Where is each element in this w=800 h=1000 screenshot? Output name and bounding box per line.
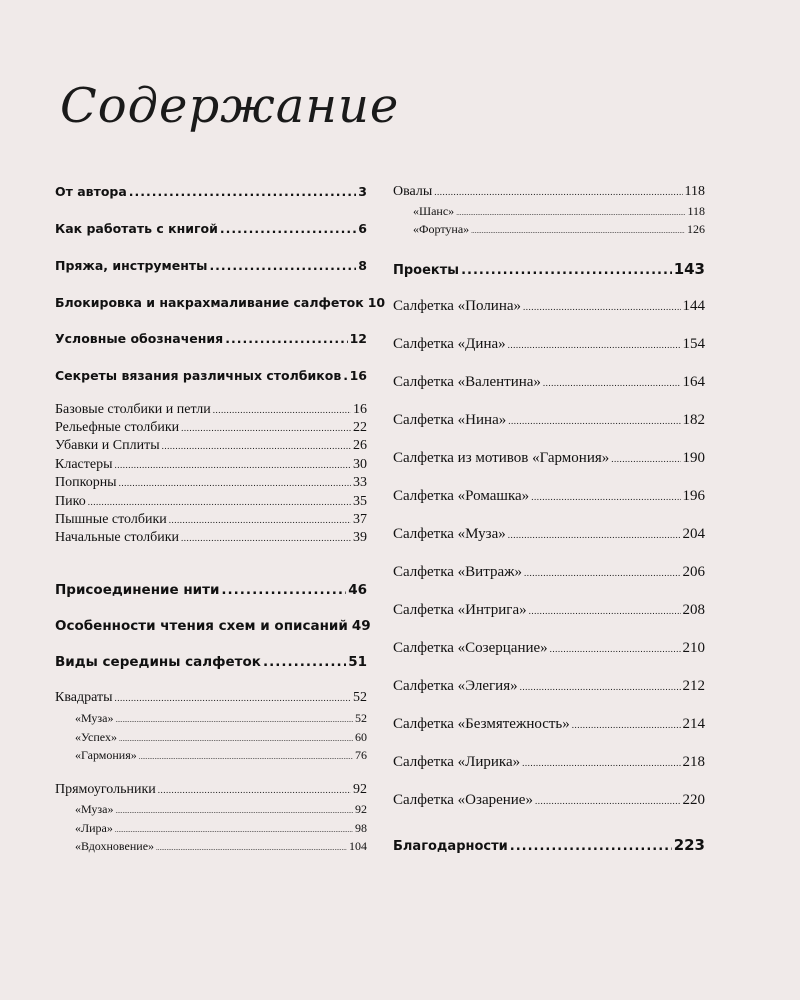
toc-entry-title: От автора <box>55 184 127 199</box>
toc-entry[interactable] <box>393 640 705 657</box>
toc-entry-page: 118 <box>684 184 705 199</box>
toc-entry-title: Салфетка «Элегия» <box>393 678 518 694</box>
dot-leader <box>220 221 356 236</box>
dot-leader <box>221 582 346 598</box>
toc-entry-title: «Гармония» <box>75 748 137 762</box>
toc-entry-page: 220 <box>682 792 705 808</box>
toc-entry[interactable] <box>75 821 367 836</box>
toc-entry[interactable] <box>393 412 705 429</box>
dot-leader <box>531 492 680 502</box>
toc-entry[interactable] <box>55 402 367 418</box>
toc-entry[interactable] <box>55 438 367 454</box>
toc-entry[interactable] <box>55 475 367 491</box>
toc-entry-page: 154 <box>682 336 705 352</box>
toc-entry-title: Салфетка из мотивов «Гармония» <box>393 450 610 466</box>
toc-entry[interactable] <box>393 184 705 200</box>
toc-entry-page: 8 <box>358 258 367 273</box>
toc-entry-title: Салфетка «Озарение» <box>393 792 533 808</box>
toc-entry-title: Прямоугольники <box>55 782 156 797</box>
toc-entry-title: Благодарности <box>393 839 508 854</box>
dot-leader <box>158 785 351 795</box>
dot-leader <box>181 533 351 543</box>
toc-entry-page: 51 <box>348 654 367 670</box>
toc-entry-page: 144 <box>682 298 705 314</box>
toc-entry-page: 46 <box>348 582 367 598</box>
dot-leader <box>471 227 685 235</box>
toc-entry-page: 22 <box>353 420 367 435</box>
toc-entry-page: 214 <box>682 716 705 732</box>
dot-leader <box>169 515 351 525</box>
toc-entry-page: 92 <box>355 802 367 816</box>
dot-leader <box>114 693 351 703</box>
dot-leader <box>156 844 347 852</box>
toc-entry-page: 208 <box>682 602 705 618</box>
toc-entry-title: Салфетка «Полина» <box>393 298 522 314</box>
toc-entry-page: 52 <box>353 690 367 705</box>
dot-leader <box>510 839 672 854</box>
toc-entry-title: Как работать с книгой <box>55 221 218 236</box>
dot-leader <box>522 758 680 768</box>
toc-entry-page: 12 <box>349 331 367 346</box>
dot-leader <box>543 378 681 388</box>
toc-entry-title: «Лира» <box>75 821 113 835</box>
toc-entry-title: Салфетка «Ромашка» <box>393 488 530 504</box>
toc-entry-title: Секреты вязания различных столбиков <box>55 368 342 383</box>
toc-entry-title: Попкорны <box>55 475 117 490</box>
toc-entry-title: Салфетка «Дина» <box>393 336 506 352</box>
dot-leader <box>611 454 680 464</box>
toc-entry-page: 39 <box>353 530 367 545</box>
toc-entry-page: 52 <box>355 711 367 725</box>
toc-entry-title: Пышные столбики <box>55 512 167 527</box>
toc-entry[interactable] <box>75 802 367 817</box>
toc-entry[interactable] <box>55 690 367 706</box>
toc-entry-page: 190 <box>682 450 705 466</box>
toc-entry-page: 118 <box>687 204 705 218</box>
toc-entry-title: Блокировка и накрахмаливание салфеток <box>55 295 364 310</box>
dot-leader <box>572 720 681 730</box>
toc-entry-page: 37 <box>353 512 367 527</box>
dot-leader <box>115 807 353 815</box>
toc-entry-title: Салфетка «Нина» <box>393 412 507 428</box>
toc-entry[interactable] <box>55 457 367 473</box>
toc-entry-page: 204 <box>682 526 705 542</box>
dot-leader <box>225 331 347 346</box>
dot-leader <box>520 682 681 692</box>
dot-leader <box>343 368 347 383</box>
toc-entry[interactable] <box>55 331 367 346</box>
toc-entry[interactable] <box>55 782 367 798</box>
dot-leader <box>508 530 681 540</box>
toc-entry[interactable] <box>55 258 367 273</box>
toc-entry-page: 206 <box>682 564 705 580</box>
toc-entry-page: 218 <box>682 754 705 770</box>
dot-leader <box>535 796 681 806</box>
toc-entry-title: Начальные столбики <box>55 530 179 545</box>
toc-entry-title: Овалы <box>393 184 433 199</box>
dot-leader <box>213 405 351 415</box>
toc-entry[interactable] <box>55 654 367 670</box>
toc-entry[interactable] <box>393 678 705 695</box>
toc-entry-title: Условные обозначения <box>55 331 224 346</box>
toc-entry-title: Салфетка «Безмятежность» <box>393 716 570 732</box>
toc-entry-page: 16 <box>349 368 367 383</box>
dot-leader <box>115 826 353 834</box>
toc-entry[interactable] <box>55 420 367 436</box>
toc-entry-title: Особенности чтения схем и описаний <box>55 618 348 634</box>
toc-entry-page: 210 <box>682 640 705 656</box>
toc-entry-title: «Фортуна» <box>413 222 470 236</box>
dot-leader <box>209 258 356 273</box>
toc-entry-title: Салфетка «Лирика» <box>393 754 521 770</box>
toc-entry-title: «Муза» <box>75 802 114 816</box>
toc-entry-title: Салфетка «Интрига» <box>393 602 527 618</box>
dot-leader <box>181 423 351 433</box>
toc-entry[interactable] <box>75 730 367 745</box>
toc-entry[interactable] <box>55 618 371 634</box>
toc-entry[interactable] <box>75 748 367 763</box>
toc-entry-title: Пряжа, инструменты <box>55 258 208 273</box>
toc-entry-title: Проекты <box>393 263 460 278</box>
toc-entry[interactable] <box>55 184 367 199</box>
dot-leader <box>529 606 681 616</box>
toc-entry[interactable] <box>75 711 367 726</box>
toc-entry-title: «Шанс» <box>413 204 455 218</box>
dot-leader <box>129 184 357 199</box>
toc-entry-page: 60 <box>355 730 367 744</box>
toc-entry-page: 143 <box>673 260 705 278</box>
toc-entry[interactable] <box>393 792 705 809</box>
toc-entry-title: Салфетка «Созерцание» <box>393 640 548 656</box>
dot-leader <box>162 441 351 451</box>
toc-entry-page: 76 <box>355 748 367 762</box>
toc-entry-title: Базовые столбики и петли <box>55 402 211 417</box>
toc-entry-title: «Успех» <box>75 730 117 744</box>
dot-leader <box>456 209 685 217</box>
toc-entry-page: 196 <box>682 488 705 504</box>
toc-entry[interactable] <box>393 488 705 505</box>
toc-entry-title: Салфетка «Витраж» <box>393 564 522 580</box>
toc-entry[interactable] <box>393 754 705 771</box>
toc-entry-page: 164 <box>682 374 705 390</box>
toc-entry[interactable] <box>393 374 705 391</box>
toc-entry[interactable] <box>55 368 367 383</box>
toc-entry[interactable] <box>413 204 705 219</box>
dot-leader <box>115 460 352 470</box>
toc-entry-page: 3 <box>358 184 367 199</box>
toc-entry-page: 26 <box>353 438 367 453</box>
toc-entry[interactable] <box>55 582 367 598</box>
toc-entry-title: Виды середины салфеток <box>55 654 261 670</box>
toc-entry-page: 6 <box>358 221 367 236</box>
toc-entry[interactable] <box>393 336 705 353</box>
toc-entry-page: 104 <box>349 839 367 853</box>
toc-entry[interactable] <box>393 260 705 278</box>
toc-entry-title: Квадраты <box>55 690 113 705</box>
toc-entry-title: Убавки и Сплиты <box>55 438 160 453</box>
toc-entry[interactable] <box>55 512 367 528</box>
toc-entry[interactable] <box>393 836 705 854</box>
dot-leader <box>461 263 672 278</box>
dot-leader <box>119 478 351 488</box>
toc-entry[interactable] <box>55 530 367 546</box>
toc-entry-page: 30 <box>353 457 367 472</box>
toc-entry-page: 49 <box>351 618 371 634</box>
dot-leader <box>508 340 681 350</box>
toc-entry-page: 212 <box>682 678 705 694</box>
dot-leader <box>139 753 353 761</box>
toc-entry-page: 92 <box>353 782 367 797</box>
toc-entry-title: Рельефные столбики <box>55 420 180 435</box>
toc-entry-page: 98 <box>355 821 367 835</box>
toc-entry-title: «Муза» <box>75 711 114 725</box>
dot-leader <box>119 735 353 743</box>
toc-entry-page: 33 <box>353 475 367 490</box>
toc-entry[interactable] <box>393 602 705 619</box>
toc-entry-page: 35 <box>353 494 367 509</box>
toc-entry-title: Пико <box>55 494 86 509</box>
dot-leader <box>523 302 680 312</box>
toc-entry-page: 16 <box>353 402 367 417</box>
toc-entry-page: 10 <box>367 295 386 310</box>
page-title: Содержание <box>60 78 400 134</box>
dot-leader <box>508 416 680 426</box>
toc-entry-page: 126 <box>687 222 705 236</box>
toc-entry-title: Кластеры <box>55 457 113 472</box>
toc-entry-title: Присоединение нити <box>55 582 220 598</box>
toc-entry[interactable] <box>75 839 367 854</box>
dot-leader <box>263 654 346 670</box>
toc-entry[interactable] <box>55 295 386 310</box>
toc-entry-title: Салфетка «Валентина» <box>393 374 541 390</box>
toc-entry[interactable] <box>393 298 705 315</box>
toc-entry-title: Салфетка «Муза» <box>393 526 506 542</box>
toc-entry[interactable] <box>393 564 705 581</box>
toc-entry-page: 223 <box>673 836 705 854</box>
dot-leader <box>524 568 681 578</box>
toc-entry[interactable] <box>55 494 367 510</box>
toc-entry[interactable] <box>55 221 367 236</box>
toc-entry-page: 182 <box>682 412 705 428</box>
toc-entry[interactable] <box>393 526 705 543</box>
toc-entry[interactable] <box>413 222 705 237</box>
dot-leader <box>550 644 681 654</box>
toc-entry[interactable] <box>393 450 705 467</box>
dot-leader <box>434 187 682 197</box>
dot-leader <box>115 716 353 724</box>
toc-entry-title: «Вдохновение» <box>75 839 155 853</box>
toc-entry[interactable] <box>393 716 705 733</box>
dot-leader <box>88 497 351 507</box>
